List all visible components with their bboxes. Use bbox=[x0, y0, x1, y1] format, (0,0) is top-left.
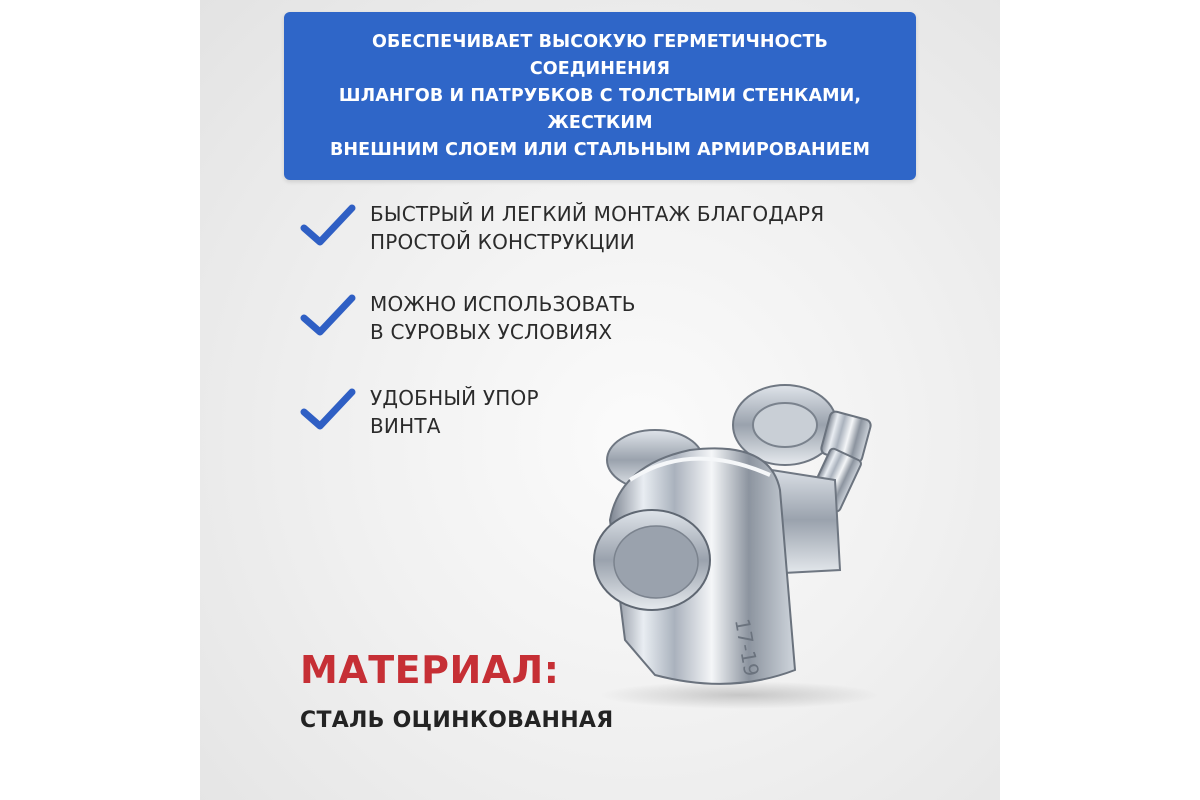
product-card bbox=[200, 0, 1000, 800]
benefit-text bbox=[370, 200, 824, 256]
benefit-text bbox=[370, 384, 539, 440]
benefit-line: МОЖНО ИСПОЛЬЗОВАТЬ bbox=[370, 292, 636, 316]
hose-clamp-image bbox=[570, 370, 900, 710]
benefit-line: БЫСТРЫЙ И ЛЕГКИЙ МОНТАЖ БЛАГОДАРЯ bbox=[370, 202, 825, 226]
benefit-line: В СУРОВЫХ УСЛОВИЯХ bbox=[370, 320, 613, 344]
checkmark-icon bbox=[300, 292, 356, 338]
benefit-text bbox=[370, 290, 636, 346]
checkmark-icon bbox=[300, 386, 356, 432]
benefit-item-3 bbox=[300, 384, 539, 440]
material-value: СТАЛЬ ОЦИНКОВАННАЯ bbox=[300, 708, 614, 733]
benefit-line: ПРОСТОЙ КОНСТРУКЦИИ bbox=[370, 230, 635, 254]
banner-line: ОБЕСПЕЧИВАЕТ ВЫСОКУЮ ГЕРМЕТИЧНОСТЬ СОЕДИНЕНИЯ bbox=[372, 31, 828, 79]
banner-line: ВНЕШНИМ СЛОЕМ ИЛИ СТАЛЬНЫМ АРМИРОВАНИЕМ bbox=[329, 139, 871, 160]
benefit-line: УДОБНЫЙ УПОР bbox=[370, 386, 539, 410]
clamp-stamp: 17-19 bbox=[730, 616, 764, 679]
feature-banner bbox=[284, 12, 916, 180]
benefit-item-2 bbox=[300, 290, 636, 346]
benefit-item-1 bbox=[300, 200, 824, 256]
material-label: МАТЕРИАЛ: bbox=[300, 648, 560, 692]
banner-text bbox=[300, 29, 900, 164]
checkmark-icon bbox=[300, 202, 356, 248]
benefit-line: ВИНТА bbox=[370, 414, 441, 438]
banner-line: ШЛАНГОВ И ПАТРУБКОВ С ТОЛСТЫМИ СТЕНКАМИ, ЖЕСТКИМ bbox=[338, 85, 862, 133]
